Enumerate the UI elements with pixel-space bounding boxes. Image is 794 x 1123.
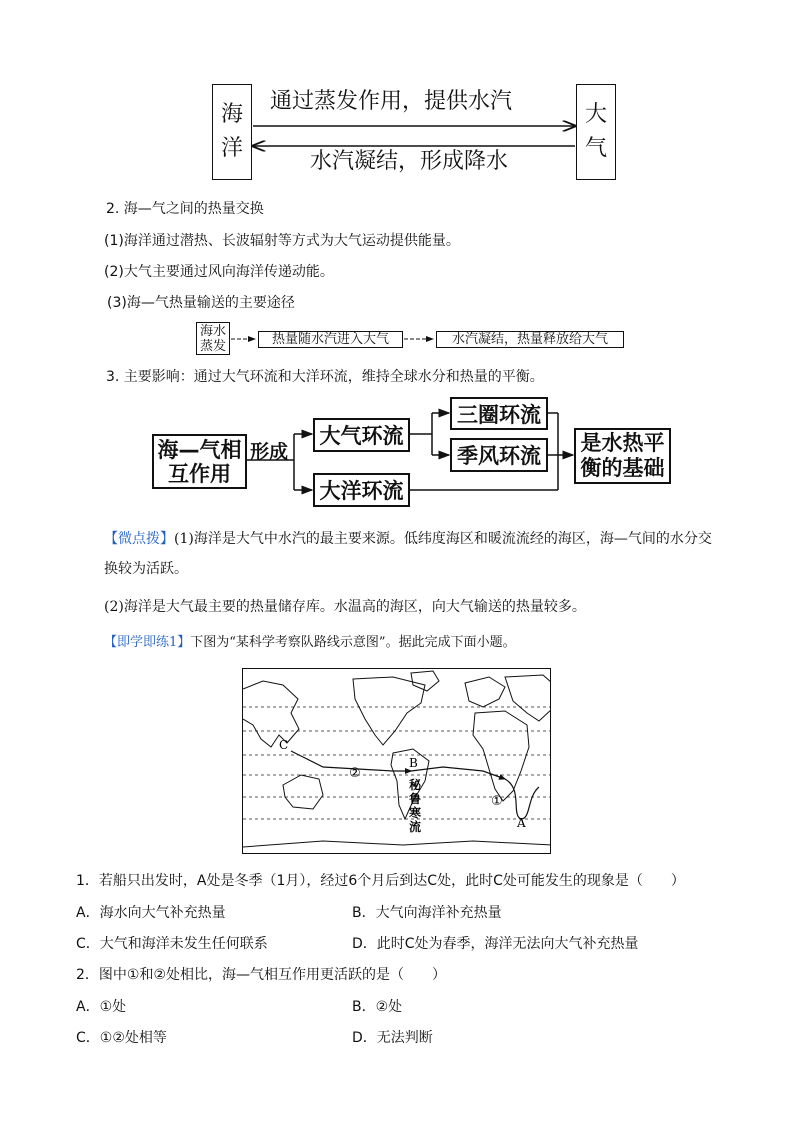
flow-ocean-text: 大洋环流 — [319, 479, 404, 503]
q1-option-b[interactable]: B．大气向海洋补充热量 — [352, 905, 502, 921]
ocean-char-1: 海 — [220, 102, 243, 127]
label-c: C — [279, 738, 289, 752]
flow-three-box — [450, 397, 548, 430]
tip-p2: (2)海洋是大气最主要的热量储存库。水温高的海区，向大气输送的热量较多。 — [104, 599, 586, 615]
greenland-outline — [411, 671, 439, 691]
europe-outline — [465, 677, 505, 707]
asia-east-outline — [505, 675, 551, 721]
practice-text: 下图为“某科学考察队路线示意图”。据此完成下面小题。 — [190, 635, 516, 650]
section2-p2: (2)大气主要通过风向海洋传递动能。 — [104, 264, 334, 280]
antarctica-outline — [243, 841, 551, 847]
atmosphere-char-2: 气 — [584, 136, 607, 161]
flow-monsoon-box — [450, 438, 548, 472]
label-current-1: 秘 — [409, 778, 422, 792]
q1-option-a[interactable]: A．海水向大气补充热量 — [76, 905, 226, 921]
tip-p1b: 换较为活跃。 — [104, 561, 188, 577]
q2-stem: 2．图中①和②处相比，海—气相互作用更活跃的是（ ） — [76, 967, 447, 983]
section3-text: 3. 主要影响：通过大气环流和大洋环流，维持全球水分和热量的平衡。 — [106, 369, 544, 385]
q1-option-d[interactable]: D．此时C处为春季，海洋无法向大气补充热量 — [352, 936, 639, 952]
world-map — [242, 668, 551, 854]
world-map-svg — [243, 669, 551, 854]
section2-heading: 2. 海—气之间的热量交换 — [106, 201, 264, 217]
label-current-4: 流 — [409, 820, 422, 834]
north-america-outline — [353, 677, 425, 745]
flow-atm-box — [313, 418, 410, 452]
flow-monsoon-text: 季风环流 — [457, 444, 541, 468]
route-c-segment — [291, 751, 303, 757]
chain-text-evaporation: 海水蒸发 — [199, 324, 226, 354]
ocean-char-2: 洋 — [220, 136, 243, 161]
chain-box-heat-release — [436, 331, 624, 348]
label-current-2: 鲁 — [409, 792, 422, 806]
practice-line — [104, 634, 516, 652]
atmosphere-char-1: 大 — [584, 102, 607, 127]
chain-box-heat-into-air — [258, 331, 403, 348]
q1-stem: 1．若船只出发时，A处是冬季（1月），经过6个月后到达C处，此时C处可能发生的现象是（ ） — [76, 873, 685, 889]
q1-option-c[interactable]: C．大气和海洋未发生任何联系 — [76, 936, 268, 952]
route-loop-a — [505, 779, 539, 819]
flow-result-text: 是水热平衡的基础 — [580, 431, 665, 480]
tip-line-1 — [104, 530, 712, 548]
flow-form-label: 形成 — [250, 441, 289, 463]
chain-box-evaporation — [196, 322, 230, 355]
tip-tag: 【微点拨】 — [104, 531, 174, 547]
australia-outline — [283, 775, 323, 809]
label-circle-1: ① — [491, 794, 503, 809]
chain-text-heat-release: 水汽凝结，热量释放给大气 — [451, 332, 608, 347]
flow-ocean-box — [313, 473, 410, 507]
section2-p3: (3)海—气热量输送的主要途径 — [107, 295, 295, 311]
tip-p1a: (1)海洋是大气中水汽的最主要来源。低纬度海区和暖流流经的海区，海—气间的水分交 — [174, 531, 712, 547]
africa-outline — [473, 711, 529, 801]
label-current-3: 寒 — [409, 806, 422, 820]
practice-tag: 【即学即练1】 — [104, 635, 191, 650]
flow-atm-text: 大气环流 — [319, 424, 404, 448]
precipitation-label: 水汽凝结，形成降水 — [310, 149, 509, 174]
q2-option-d[interactable]: D．无法判断 — [352, 1030, 433, 1046]
q2-option-a[interactable]: A．①处 — [76, 999, 127, 1015]
eurasia-outline — [243, 681, 299, 747]
flow-three-text: 三圈环流 — [457, 402, 541, 427]
section2-p1: (1)海洋通过潜热、长波辐射等方式为大气运动提供能量。 — [104, 233, 460, 249]
chain-text-heat-into-air: 热量随水汽进入大气 — [271, 332, 389, 347]
evaporation-label: 通过蒸发作用，提供水汽 — [270, 89, 513, 114]
label-b: B — [409, 756, 418, 770]
label-circle-2: ② — [349, 766, 361, 781]
flow-source-text: 海—气相互作用 — [157, 437, 242, 486]
flow-result-box — [574, 428, 671, 484]
q2-option-b[interactable]: B．②处 — [352, 999, 403, 1015]
flow-source-box — [152, 434, 247, 489]
q2-option-c[interactable]: C．①②处相等 — [76, 1030, 167, 1046]
label-a: A — [517, 816, 526, 830]
route-b-to-east — [411, 767, 505, 779]
